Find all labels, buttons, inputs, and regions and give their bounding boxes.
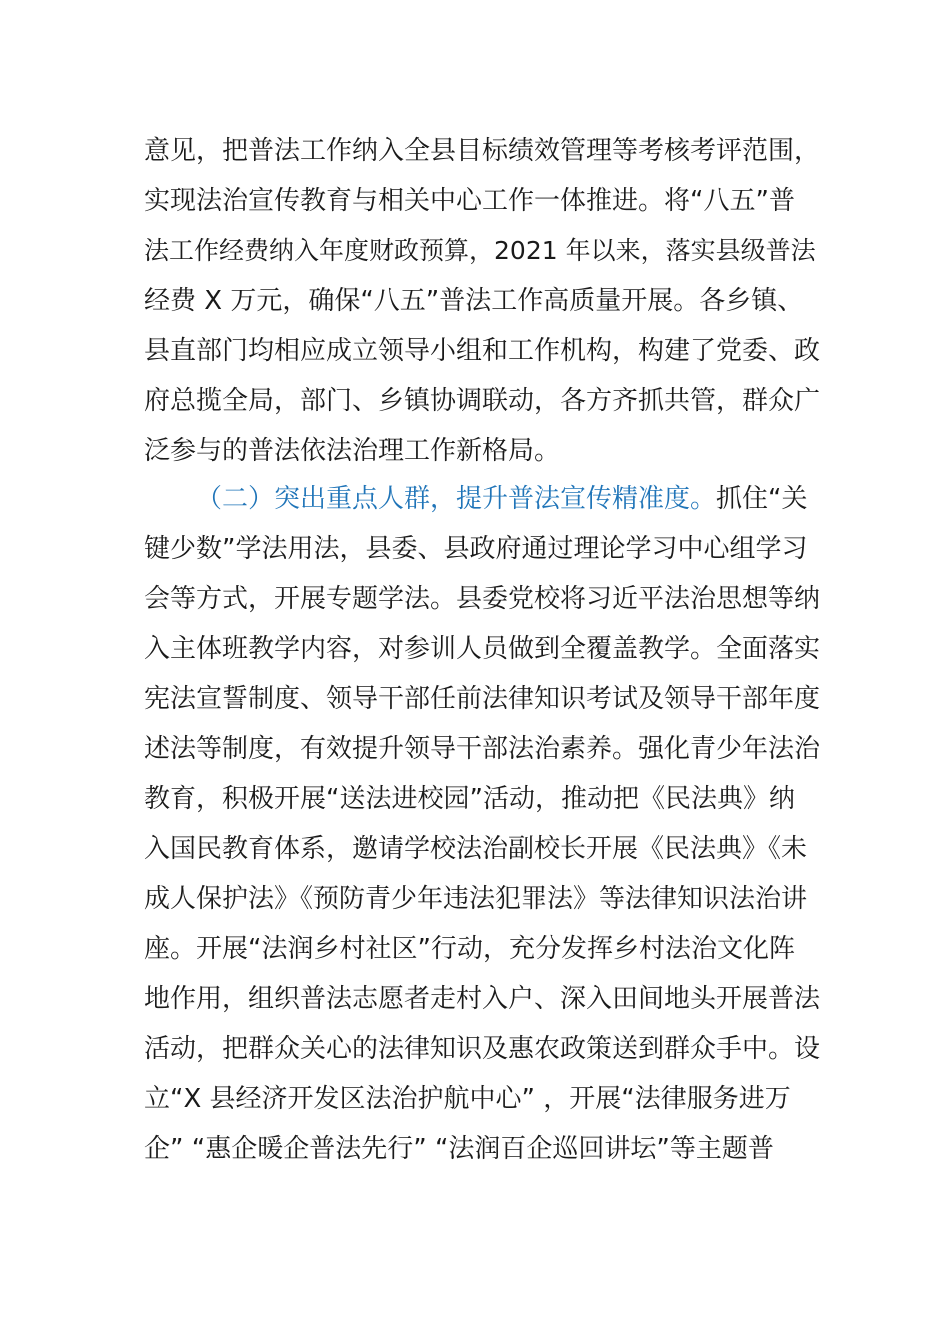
paragraph-2-line-7: 教育，积极开展“送法进校园”活动，推动把《民法典》纳 bbox=[144, 784, 795, 814]
paragraph-1-line-1: 意见，把普法工作纳入全县目标绩效管理等考核考评范围， bbox=[144, 136, 821, 166]
paragraph-2-line-11: 地作用，组织普法志愿者走村入户、深入田间地头开展普法 bbox=[144, 984, 821, 1014]
paragraph-1-line-3: 法工作经费纳入年度财政预算，2021 年以来，落实县级普法 bbox=[144, 236, 816, 265]
paragraph-2-line-8: 入国民教育体系，邀请学校法治副校长开展《民法典》《未 bbox=[144, 834, 808, 864]
paragraph-1-line-6: 府总揽全局，部门、乡镇协调联动，各方齐抓共管，群众广 bbox=[144, 386, 821, 416]
paragraph-2-line-12: 活动，把群众关心的法律知识及惠农政策送到群众手中。设 bbox=[144, 1034, 821, 1064]
paragraph-2-line-6: 述法等制度，有效提升领导干部法治素养。强化青少年法治 bbox=[144, 734, 821, 764]
paragraph-2-line-1 bbox=[196, 474, 824, 524]
paragraph-2-line-10: 座。开展“法润乡村社区”行动，充分发挥乡村法治文化阵 bbox=[144, 934, 795, 964]
paragraph-2-line-2: 键少数”学法用法，县委、县政府通过理论学习中心组学习 bbox=[144, 534, 808, 564]
paragraph-1-line-5: 县直部门均相应成立领导小组和工作机构，构建了党委、政 bbox=[144, 336, 821, 366]
paragraph-2-line-9: 成人保护法》《预防青少年违法犯罪法》等法律知识法治讲 bbox=[144, 884, 808, 914]
paragraph-1-line-4: 经费 X 万元，确保“八五”普法工作高质量开展。各乡镇、 bbox=[144, 286, 804, 316]
paragraph-1-line-7: 泛参与的普法依法治理工作新格局。 bbox=[144, 436, 561, 466]
paragraph-2-line-3: 会等方式，开展专题学法。县委党校将习近平法治思想等纳 bbox=[144, 584, 821, 614]
paragraph-2-line-14: 企” “惠企暖企普法先行” “法润百企巡回讲坛”等主题普 bbox=[144, 1134, 774, 1164]
paragraph-2-line-1-rest: 抓住“关 bbox=[716, 484, 808, 514]
paragraph-1-line-2: 实现法治宣传教育与相关中心工作一体推进。将“八五”普 bbox=[144, 186, 795, 216]
paragraph-2-line-5: 宪法宣誓制度、领导干部任前法律知识考试及领导干部年度 bbox=[144, 684, 821, 714]
paragraph-2-line-4: 入主体班教学内容，对参训人员做到全覆盖教学。全面落实 bbox=[144, 634, 821, 664]
section-heading: （二）突出重点人群，提升普法宣传精准度。 bbox=[196, 484, 717, 514]
paragraph-2-line-13: 立“X 县经济开发区法治护航中心” ，开展“法律服务进万 bbox=[144, 1084, 791, 1114]
